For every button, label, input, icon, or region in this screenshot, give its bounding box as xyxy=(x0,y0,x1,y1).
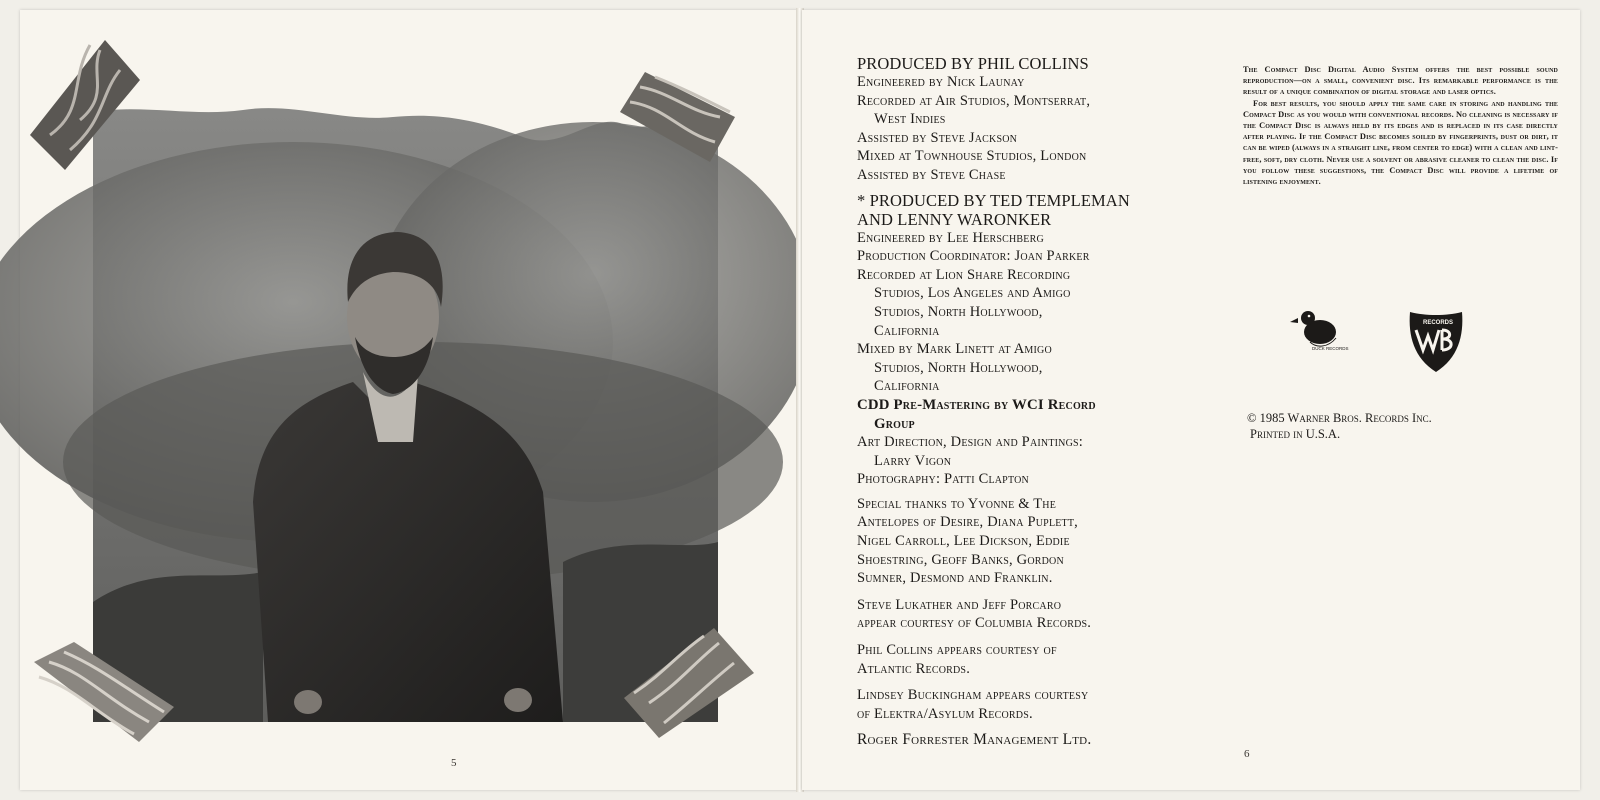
credit-line: Steve Lukather and Jeff Porcaro xyxy=(857,596,1062,613)
credit-line: Phil Collins appears courtesy of xyxy=(857,642,1057,659)
credit-line: California xyxy=(874,378,940,395)
credit-line: CDD Pre-Mastering by WCI Record xyxy=(857,396,1096,413)
credits-block xyxy=(857,54,1197,750)
credit-line: Assisted by Steve Jackson xyxy=(857,129,1018,146)
credit-line: Photography: Patti Clapton xyxy=(857,471,1029,488)
copyright-line: © 1985 Warner Bros. Records Inc. xyxy=(1247,411,1432,425)
portrait-photo-image xyxy=(93,82,718,722)
credit-line: Assisted by Steve Chase xyxy=(857,166,1006,183)
credit-line: Atlantic Records. xyxy=(857,660,971,677)
duck-logo-label: DUCK RECORDS xyxy=(1312,346,1349,351)
wb-logo-label: RECORDS xyxy=(1423,320,1454,326)
credit-line: Engineered by Nick Launay xyxy=(857,74,1025,90)
tape-top-left xyxy=(30,40,140,170)
credit-line: Nigel Carroll, Lee Dickson, Eddie xyxy=(857,533,1070,550)
credit-line: Sumner, Desmond and Franklin. xyxy=(857,570,1053,587)
credit-line: appear courtesy of Columbia Records. xyxy=(857,615,1092,632)
portrait-photo xyxy=(93,82,718,722)
page-number-right: 6 xyxy=(1244,748,1250,760)
credit-line: Shoestring, Geoff Banks, Gordon xyxy=(857,551,1064,568)
credit-line: Studios, North Hollywood, xyxy=(874,359,1043,376)
credit-line: Special thanks to Yvonne & The xyxy=(857,495,1057,512)
copyright-block xyxy=(1247,410,1547,442)
page-number-left: 5 xyxy=(451,757,457,769)
right-page xyxy=(802,10,1580,790)
credit-line: Mixed at Townhouse Studios, London xyxy=(857,148,1087,165)
credit-line: AND LENNY WARONKER xyxy=(857,209,1052,229)
credit-line: Engineered by Lee Herschberg xyxy=(857,229,1044,246)
credit-line: Mixed by Mark Linett at Amigo xyxy=(857,341,1052,358)
printed-in-line: Printed in U.S.A. xyxy=(1250,427,1341,441)
credit-line: Group xyxy=(874,415,915,432)
credit-line: * PRODUCED BY TED TEMPLEMAN xyxy=(857,190,1130,210)
credit-line: Larry Vigon xyxy=(874,452,952,469)
tape-bottom-left xyxy=(34,642,174,742)
compact-disc-care-note xyxy=(1243,64,1558,187)
credit-line: Art Direction, Design and Paintings: xyxy=(857,434,1083,451)
credit-line: Antelopes of Desire, Diana Puplett, xyxy=(857,514,1079,531)
wb-shield-icon xyxy=(1406,306,1466,374)
credit-line: Lindsey Buckingham appears courtesy xyxy=(857,687,1089,704)
cd-note-paragraph: The Compact Disc Digital Audio System offers the best possible sound reproduction—on a small, convenient disc. Its remarkable performance is the result of a unique combination of digital storage and laser optics. xyxy=(1243,65,1558,97)
credit-line: Studios, North Hollywood, xyxy=(874,303,1043,320)
credit-line: Production Coordinator: Joan Parker xyxy=(857,248,1090,265)
credit-line: West Indies xyxy=(874,111,946,128)
tape-bottom-right xyxy=(624,628,754,738)
tape-top-right xyxy=(620,72,735,162)
credit-line: Studios, Los Angeles and Amigo xyxy=(874,285,1071,302)
duck-icon xyxy=(1290,306,1349,352)
duck-records-logo xyxy=(1290,306,1349,357)
credit-line: of Elektra/Asylum Records. xyxy=(857,705,1033,722)
cd-note-paragraph: For best results, you should apply the same care in storing and handling the Compact Disc as you would with conventional records. No cleaning is necessary if the Compact Disc is always held by its edges and is replaced in its case directly after playing. If the Compact Disc becomes soiled by fingerprints, dust or dirt, it can be wiped (always in a straight line, from center to edge) with a clean and lint-free, soft, dry cloth. Never use a solvent or abrasive cleaner to clean the disc. If you follow these suggestions, the Compact Disc will provide a lifetime of listening enjoyment. xyxy=(1243,98,1558,187)
left-page xyxy=(20,10,798,790)
credit-line: Roger Forrester Management Ltd. xyxy=(857,731,1092,749)
credit-line: Recorded at Lion Share Recording xyxy=(857,266,1071,283)
credit-line: California xyxy=(874,322,940,339)
warner-bros-records-logo xyxy=(1406,306,1466,379)
credit-line: PRODUCED BY PHIL COLLINS xyxy=(857,54,1089,73)
credit-line: Recorded at Air Studios, Montserrat, xyxy=(857,92,1091,109)
